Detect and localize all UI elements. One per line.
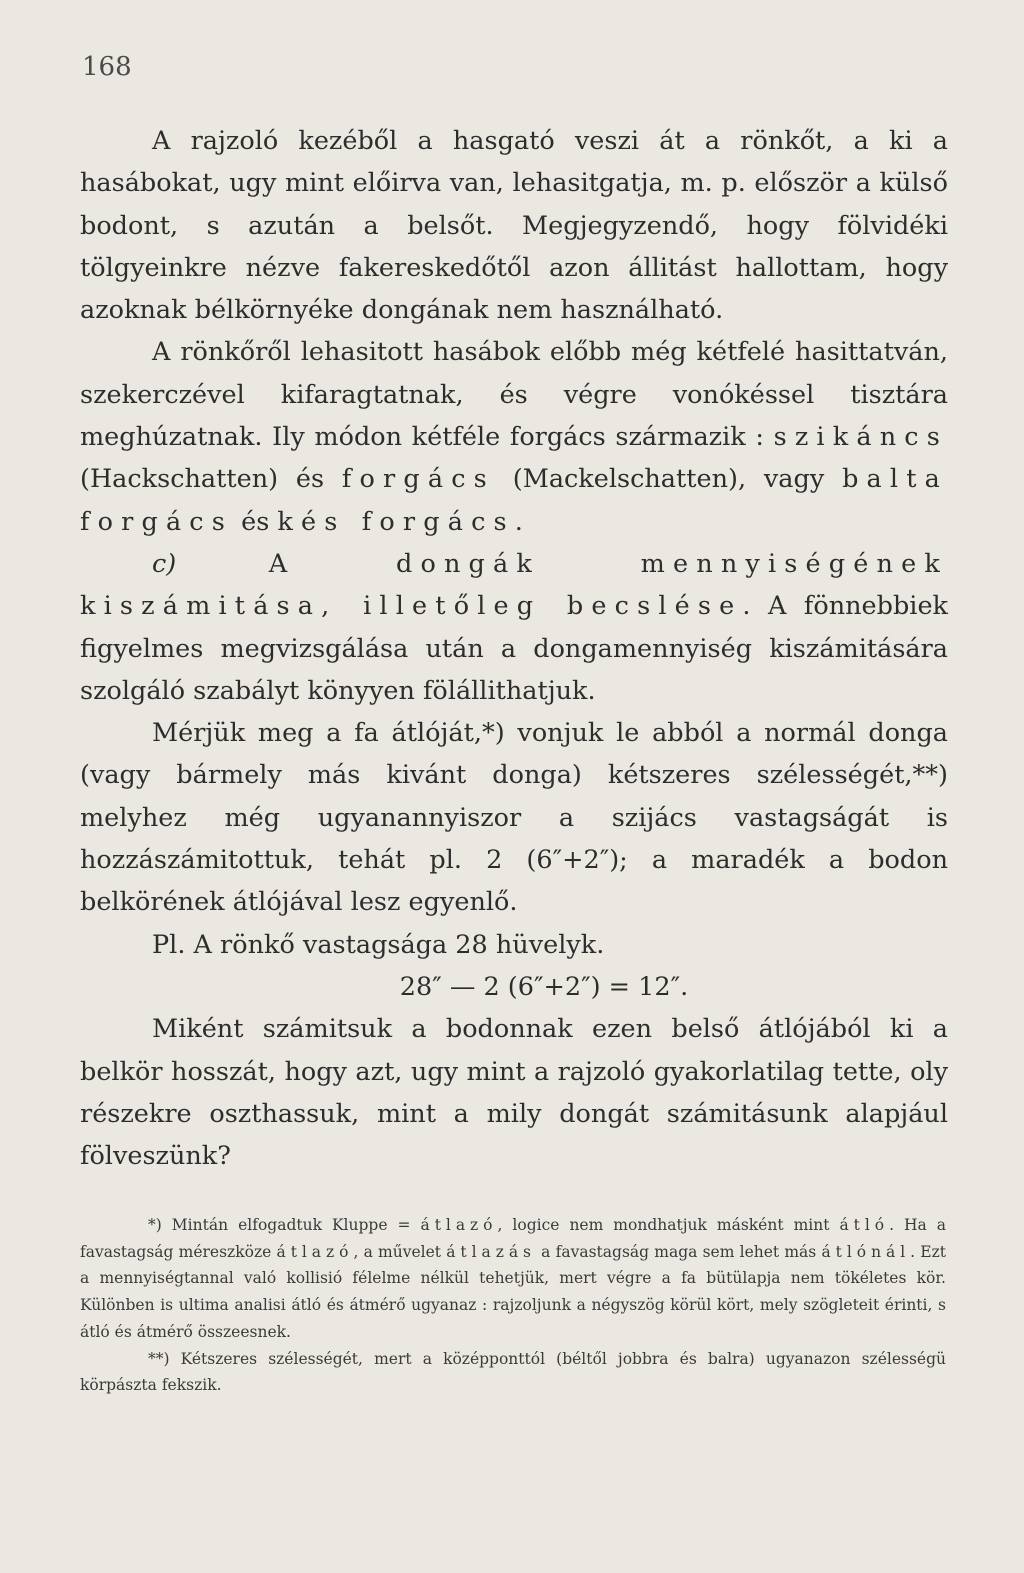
text-run: , logice nem mondhatjuk másként mint [497,1216,840,1234]
footnote [80,1346,946,1399]
text-run: (Hackschatten) és [80,464,342,495]
spaced-term: forgács [341,464,495,495]
spaced-term: átlazás [446,1242,536,1261]
text-run: **) Kétszeres szélességét, mert a középponttól (béltől jobbra és balra) ugyanazon szélességü körpászta fekszik. [80,1349,946,1395]
footnotes [80,1212,946,1399]
text-run: , a művelet [353,1242,447,1261]
text-run: Pl. A rönkő vastagsága 28 hüvelyk. [152,929,605,960]
spaced-term: átlazó [276,1242,354,1261]
paragraph [80,120,948,331]
text-run: és [233,506,278,537]
section-letter: c) [152,548,269,579]
text-run: . Ezt a mennyiségtannal való kollisió félelme nélkül tehetjük, mert végre a fa bütülapja nem tökéletes kör. Különben is ultima analisi átló és átmérő ugyanaz : rajzoljunk a négyszög körül kört, mely szögleteit érinti, s átló és átmérő összeesnek. [80,1242,946,1341]
formula [80,966,948,1008]
text-run: A rönkőről lehasitott hasábok előbb még kétfelé hasittatván, szekerczével kifaragtatnak, és végre vonókéssel tisztára meghúzatnak. Ily módon kétféle forgács származik : [80,337,948,453]
page-number: 168 [82,52,132,82]
body-text [80,120,948,1177]
spaced-term: átló [839,1216,890,1234]
footnote [80,1212,946,1346]
spaced-term: szikáncs [773,422,948,453]
paragraph [80,543,948,712]
formula-text: 28″ — 2 (6″+2″) = 12″. [399,971,689,1002]
text-run: A rajzoló kezéből a hasgató veszi át a rönkőt, a ki a hasábokat, ugy mint előirva van, lehasitgatja, m. p. először a külső bodont, s azután a belsőt. Megjegyzendő, hogy fölvidéki tölgyeinkre nézve fakereskedőtől azon állitást hallottam, hogy azoknak bélkörnyéke dongának nem használható. [80,126,948,326]
text-run: *) Mintán elfogadtuk Kluppe = [148,1216,421,1234]
spaced-term: balta forgács [80,464,948,537]
paragraph [80,1008,948,1177]
spaced-term: átlónál [821,1242,911,1261]
paragraph [80,924,948,966]
spaced-term: kés forgács [277,506,515,537]
paragraph [80,331,948,542]
spaced-term: átlazó [420,1216,498,1234]
text-run: . Ha a favastagság méreszköze [80,1216,947,1261]
text-run: . [514,506,523,537]
paragraph [80,712,948,923]
text-run: Miként számitsuk a bodonnak ezen belső átlójából ki a belkör hosszát, hogy azt, ugy mint a rajzoló gyakorlatilag tette, oly részekre oszthassuk, mint a mily dongát számitásunk alapjául fölveszünk? [80,1014,948,1172]
text-run: . A fönnebbiek figyelmes megvizsgálása után a dongamennyiség kiszámitására szolgáló szabályt könyyen fölállithatjuk. [80,591,948,706]
text-run: a favastagság maga sem lehet más [535,1242,822,1261]
text-run: (Mackelschatten), vagy [494,464,843,495]
text-run: Mérjük meg a fa átlóját,*) vonjuk le abból a normál donga (vagy bármely más kivánt donga) kétszeres szélességét,**) melyhez még ugyanannyiszor a szijács vastagságát is hozzászámitottuk, tehát pl. 2 (6″+2″); a maradék a bodon belkörének átlójával lesz egyenlő. [80,718,948,918]
section-heading: A dongák mennyiségének kiszámitása, illetőleg becslése [80,548,948,622]
